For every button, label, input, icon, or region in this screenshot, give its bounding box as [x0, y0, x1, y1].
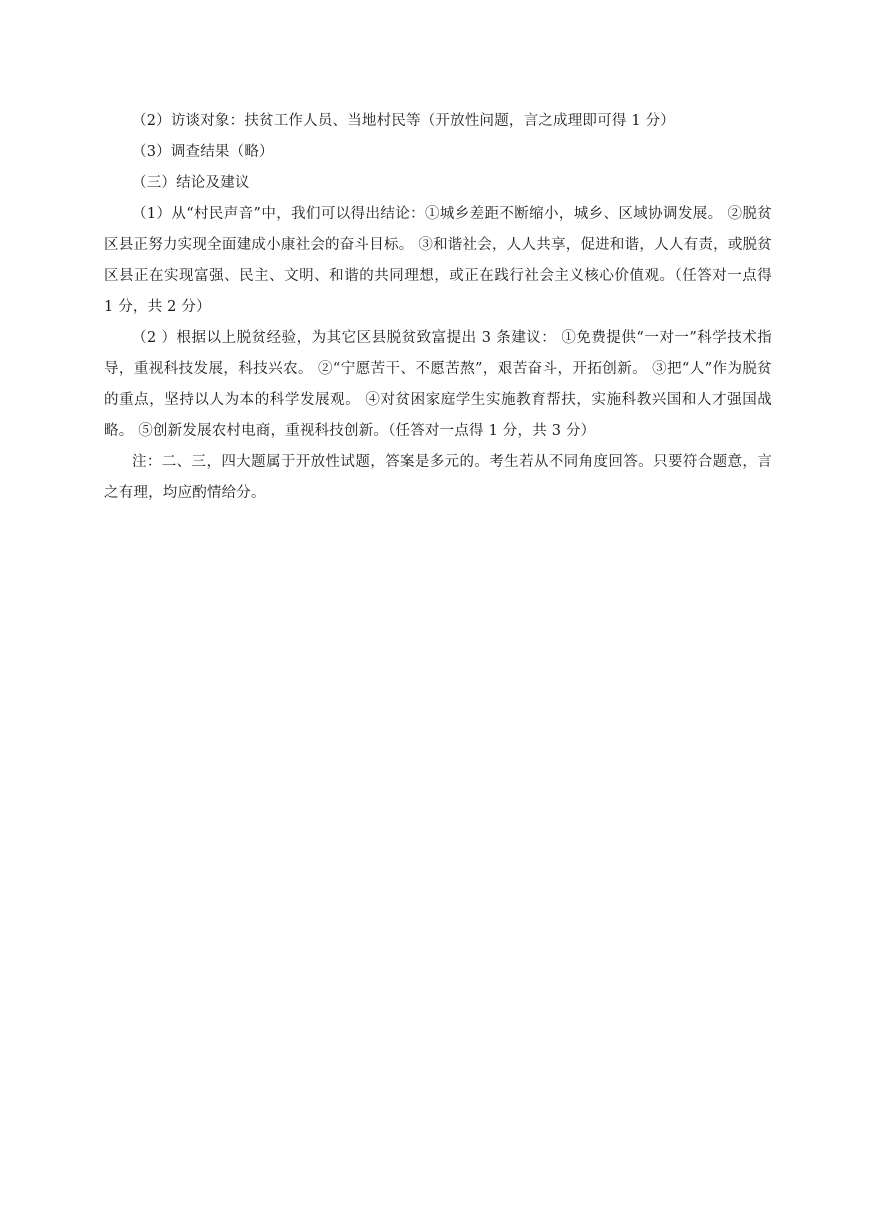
document-body	[104, 106, 772, 509]
note-paragraph: 注：二、三，四大题属于开放性试题，答案是多元的。考生若从不同角度回答。只要符合题意，言之有理，均应酌情给分。	[104, 454, 772, 501]
interview-subjects-paragraph: （2）访谈对象：扶贫工作人员、当地村民等（开放性问题，言之成理即可得 1 分）	[132, 113, 675, 129]
conclusion-heading: （三）结论及建议	[132, 175, 250, 191]
suggestions-paragraph: （2 ）根据以上脱贫经验，为其它区县脱贫致富提出 3 条建议： ①免费提供“一对一”科学技术指导，重视科技发展，科技兴农。 ②“宁愿苦干、不愿苦熬”，艰苦奋斗，开拓创新。 ③把“人”作为脱贫的重点，坚持以人为本的科学发展观。 ④对贫困家庭学生实施教育帮扶，实施科教兴国和人才强国战略。 ⑤创新发展农村电商，重视科技创新。（任答对一点得 1 分，共 3 分）	[104, 330, 772, 439]
conclusion-paragraph: （1）从“村民声音”中，我们可以得出结论：①城乡差距不断缩小，城乡、区域协调发展。 ②脱贫区县正努力实现全面建成小康社会的奋斗目标。 ③和谐社会，人人共享，促进和谐，人人有责，或脱贫区县正在实现富强、民主、文明、和谐的共同理想，或正在践行社会主义核心价值观。（任答对一点得 1 分，共 2 分）	[104, 206, 772, 315]
survey-results-paragraph: （3）调查结果（略）	[132, 144, 274, 160]
